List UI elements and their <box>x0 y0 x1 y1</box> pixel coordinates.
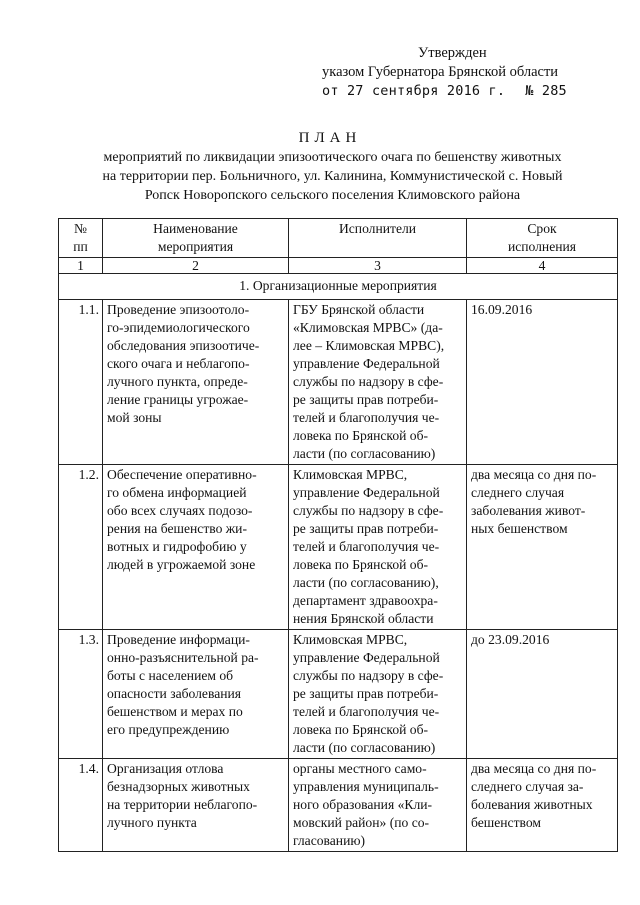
row-executors-line: ласти (по согласованию) <box>293 740 436 755</box>
subtitle-line-3: Ропск Новоропского сельского поселения Климовского района <box>144 188 521 203</box>
row-measure-line: ление границы угрожае- <box>107 392 249 407</box>
table-row <box>59 465 618 630</box>
row-deadline-line: ных бешенством <box>471 521 568 536</box>
row-measure-line: рения на бешенство жи- <box>107 521 247 536</box>
row-deadline-line: два месяца со дня по- <box>471 761 597 776</box>
row-executors <box>289 759 467 852</box>
approval-stamp <box>322 44 622 101</box>
row-executors-line: органы местного само- <box>293 761 427 776</box>
row-executors-line: нения Брянской области <box>293 611 434 626</box>
row-deadline-line: 16.09.2016 <box>471 302 533 317</box>
row-executors-line: службы по надзору в сфе- <box>293 668 444 683</box>
plan-table <box>58 218 618 852</box>
row-executors-line: службы по надзору в сфе- <box>293 503 444 518</box>
subtitle-line-2: на территории пер. Больничного, ул. Калинина, Коммунистической с. Новый <box>102 169 563 184</box>
row-executors-line: управления муниципаль- <box>293 779 439 794</box>
table-row <box>59 300 618 465</box>
row-executors-line: ре защиты прав потреби- <box>293 521 439 536</box>
row-executors-line: мовский район» (по со- <box>293 815 430 830</box>
row-executors-line: телей и благополучия че- <box>293 704 440 719</box>
row-executors <box>289 630 467 759</box>
row-measure-line: на территории неблагопо- <box>107 797 258 812</box>
header-cell-executors <box>289 219 467 258</box>
row-executors-line: ловека по Брянской об- <box>293 428 429 443</box>
row-executors-line: лее – Климовская МРВС), <box>293 338 445 353</box>
document-subtitle <box>50 148 615 205</box>
row-measure-line: обо всех случаях подозо- <box>107 503 253 518</box>
row-executors-line: департамент здравоохра- <box>293 593 438 608</box>
row-measure-line: обследования эпизоотиче- <box>107 338 260 353</box>
row-deadline-line: болевания животных <box>471 797 593 812</box>
header-text: пп <box>73 239 88 254</box>
row-executors-line: управление Федеральной <box>293 650 440 665</box>
row-measure-line: мой зоны <box>107 410 162 425</box>
row-measure-line: Организация отлова <box>107 761 224 776</box>
row-executors-line: ласти (по согласованию), <box>293 575 439 590</box>
row-measure-line: опасности заболевания <box>107 686 242 701</box>
row-executors-line: Климовская МРВС, <box>293 632 408 647</box>
row-deadline-line: бешенством <box>471 815 541 830</box>
row-measure <box>103 630 289 759</box>
row-number: 1.2. <box>59 465 103 630</box>
approval-line-1: Утвержден <box>418 45 487 61</box>
approval-line-3 <box>322 82 622 101</box>
row-deadline-line: следнего случая <box>471 485 565 500</box>
table-header-row <box>59 219 618 258</box>
row-executors-line: Климовская МРВС, <box>293 467 408 482</box>
row-measure-line: онно-разъяснительной ра- <box>107 650 259 665</box>
row-executors-line: управление Федеральной <box>293 485 440 500</box>
row-measure-line: Проведение информаци- <box>107 632 250 647</box>
row-deadline-line: до 23.09.2016 <box>471 632 550 647</box>
row-deadline <box>467 759 618 852</box>
column-number: 2 <box>103 258 289 274</box>
row-deadline <box>467 465 618 630</box>
row-measure-line: вотных и гидрофобию у <box>107 539 247 554</box>
row-number: 1.4. <box>59 759 103 852</box>
header-cell-deadline <box>467 219 618 258</box>
row-measure-line: людей в угрожаемой зоне <box>107 557 256 572</box>
header-text: № <box>74 221 87 236</box>
column-number: 1 <box>59 258 103 274</box>
row-number: 1.3. <box>59 630 103 759</box>
row-executors-line: «Климовская МРВС» (да- <box>293 320 443 335</box>
row-measure-line: го обмена информацией <box>107 485 247 500</box>
row-measure-line: боты с населением об <box>107 668 234 683</box>
row-measure-line: Проведение эпизоотоло- <box>107 302 250 317</box>
subtitle-line-1: мероприятий по ликвидации эпизоотического очага по бешенству животных <box>103 150 562 165</box>
row-executors-line: ловека по Брянской об- <box>293 722 429 737</box>
row-executors-line: телей и благополучия че- <box>293 539 440 554</box>
header-text: Наименование <box>153 221 238 236</box>
row-executors-line: ГБУ Брянской области <box>293 302 425 317</box>
row-executors-line: ласти (по согласованию) <box>293 446 436 461</box>
row-measure-line: бешенством и мерах по <box>107 704 243 719</box>
row-executors-line: ре защиты прав потреби- <box>293 686 439 701</box>
row-deadline-line: заболевания живот- <box>471 503 586 518</box>
column-number-row <box>59 258 618 274</box>
row-deadline <box>467 630 618 759</box>
row-executors-line: ного образования «Кли- <box>293 797 433 812</box>
row-executors <box>289 300 467 465</box>
row-measure-line: его предупреждению <box>107 722 230 737</box>
row-executors-line: управление Федеральной <box>293 356 440 371</box>
header-text: мероприятия <box>157 239 234 254</box>
row-measure-line: ского очага и неблагопо- <box>107 356 250 371</box>
column-number: 4 <box>467 258 618 274</box>
row-measure-line: безнадзорных животных <box>107 779 250 794</box>
header-text: исполнения <box>507 239 577 254</box>
row-number: 1.1. <box>59 300 103 465</box>
row-measure-line: лучного пункта <box>107 815 197 830</box>
approval-date: от 27 сентября 2016 г. <box>322 83 506 99</box>
header-cell-num <box>59 219 103 258</box>
row-measure-line: лучного пункта, опреде- <box>107 374 248 389</box>
header-cell-name <box>103 219 289 258</box>
row-executors <box>289 465 467 630</box>
row-deadline-line: два месяца со дня по- <box>471 467 597 482</box>
row-executors-line: ловека по Брянской об- <box>293 557 429 572</box>
row-measure-line: го-эпидемиологического <box>107 320 250 335</box>
column-number: 3 <box>289 258 467 274</box>
header-text: Исполнители <box>338 221 417 236</box>
table-row <box>59 759 618 852</box>
header-text: Срок <box>527 221 557 236</box>
approval-line-2: указом Губернатора Брянской области <box>322 64 559 80</box>
row-deadline-line: следнего случая за- <box>471 779 584 794</box>
row-measure <box>103 465 289 630</box>
approval-number: № 285 <box>525 83 567 99</box>
row-executors-line: телей и благополучия че- <box>293 410 440 425</box>
plan-table-body <box>59 219 618 852</box>
document-title: ПЛАН <box>298 130 362 146</box>
row-measure-line: Обеспечение оперативно- <box>107 467 257 482</box>
row-deadline <box>467 300 618 465</box>
row-executors-line: службы по надзору в сфе- <box>293 374 444 389</box>
section-row <box>59 274 618 300</box>
row-executors-line: гласованию) <box>293 833 366 848</box>
row-executors-line: ре защиты прав потреби- <box>293 392 439 407</box>
section-title: 1. Организационные мероприятия <box>59 274 618 300</box>
row-measure <box>103 300 289 465</box>
table-row <box>59 630 618 759</box>
row-measure <box>103 759 289 852</box>
